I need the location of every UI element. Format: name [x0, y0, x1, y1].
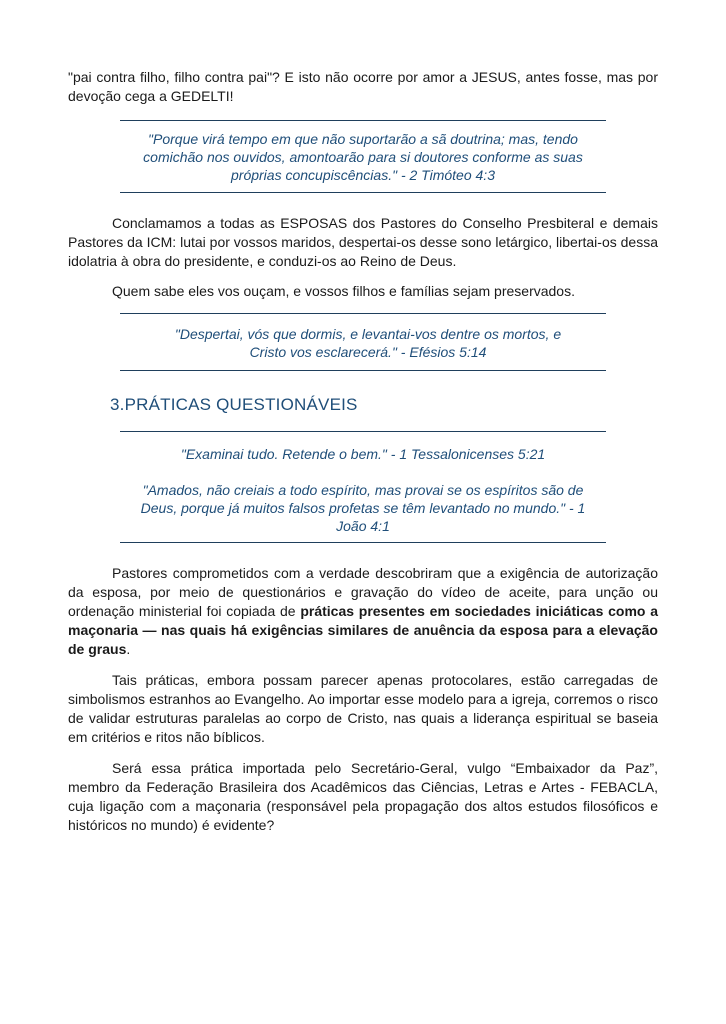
document-page — [68, 62, 658, 835]
paragraph-preservados: Quem sabe eles vos ouçam, e vossos filhos e famílias sejam preservados. — [112, 283, 575, 299]
quote-bottom-rule — [120, 192, 606, 193]
quote-reference: - 1 Tessalonicenses 5:21 — [386, 446, 546, 462]
quote-reference: - 1 João 4:1 — [336, 500, 586, 534]
quote-bottom-rule — [120, 542, 606, 543]
quote-tessalonicenses — [120, 445, 606, 463]
quote-1-joao — [120, 481, 606, 535]
paragraph-bold-text: práticas presentes em sociedades iniciáticas como a maçonaria — nas quais há exigências similares de anuência da esposa para a elevação de graus — [68, 603, 658, 657]
paragraph-sera-essa-pratica: Será essa prática importada pelo Secretário-Geral, vulgo “Embaixador da Paz”, membro da Federação Brasileira dos Acadêmicos das Ciências, Letras e Artes - FEBACLA, cuja ligação com a maçonaria (responsável pela propagação dos altos estudos filosóficos e históricos no mundo) é evidente? — [68, 760, 658, 833]
quote-text: "Examinai tudo. Retende o bem." — [180, 446, 387, 462]
quote-bottom-rule — [120, 370, 606, 371]
quote-2-timoteo — [120, 130, 606, 184]
quote-reference: - 2 Timóteo 4:3 — [397, 167, 495, 183]
paragraph-esposas: Conclamamos a todas as ESPOSAS dos Pastores do Conselho Presbiteral e demais Pastores da ICM: lutai por vossos maridos, despertai-os desse sono letárgico, libertai-os dessa idolatria à obra do presidente, e conduzi-os ao Reino de Deus. — [68, 215, 658, 269]
paragraph-tais-praticas: Tais práticas, embora possam parecer apenas protocolares, estão carregadas de simbolismos estranhos ao Evangelho. Ao importar esse modelo para a igreja, corremos o risco de validar estruturas paralelas ao corpo de Cristo, nas quais a liderança espiritual se baseia em critérios e ritos não bíblicos. — [68, 672, 658, 745]
section-title: 3.PRÁTICAS QUESTIONÁVEIS — [110, 395, 358, 414]
quote-reference: - Efésios 5:14 — [396, 344, 487, 360]
paragraph-text: Pastores comprometidos com a verdade descobriram que a exigência de autorização da esposa, por meio de questionários e gravação do vídeo de aceite, para unção ou ordenação ministerial foi copiada de — [68, 565, 658, 619]
quote-efesios — [120, 325, 606, 361]
intro-paragraph: "pai contra filho, filho contra pai"? E isto não ocorre por amor a JESUS, antes fosse, mas por devoção cega a GEDELTI! — [68, 69, 658, 104]
quote-text: "Amados, não creiais a todo espírito, mas provai se os espíritos são de Deus, porque já muitos falsos profetas se têm levantado no mundo." — [140, 482, 584, 516]
quote-top-rule — [120, 313, 606, 314]
paragraph-text-end: . — [126, 641, 131, 657]
quote-text: "Porque virá tempo em que não suportarão a sã doutrina; mas, tendo comichão nos ouvidos, amontoarão para si doutores conforme as suas próprias concupiscências." — [143, 131, 583, 183]
quote-top-rule — [120, 431, 606, 432]
quote-top-rule — [120, 120, 606, 121]
quote-text: "Despertai, vós que dormis, e levantai-vos dentre os mortos, e Cristo vos esclarecerá." — [174, 326, 562, 360]
paragraph-pastores-comprometidos — [68, 564, 658, 659]
